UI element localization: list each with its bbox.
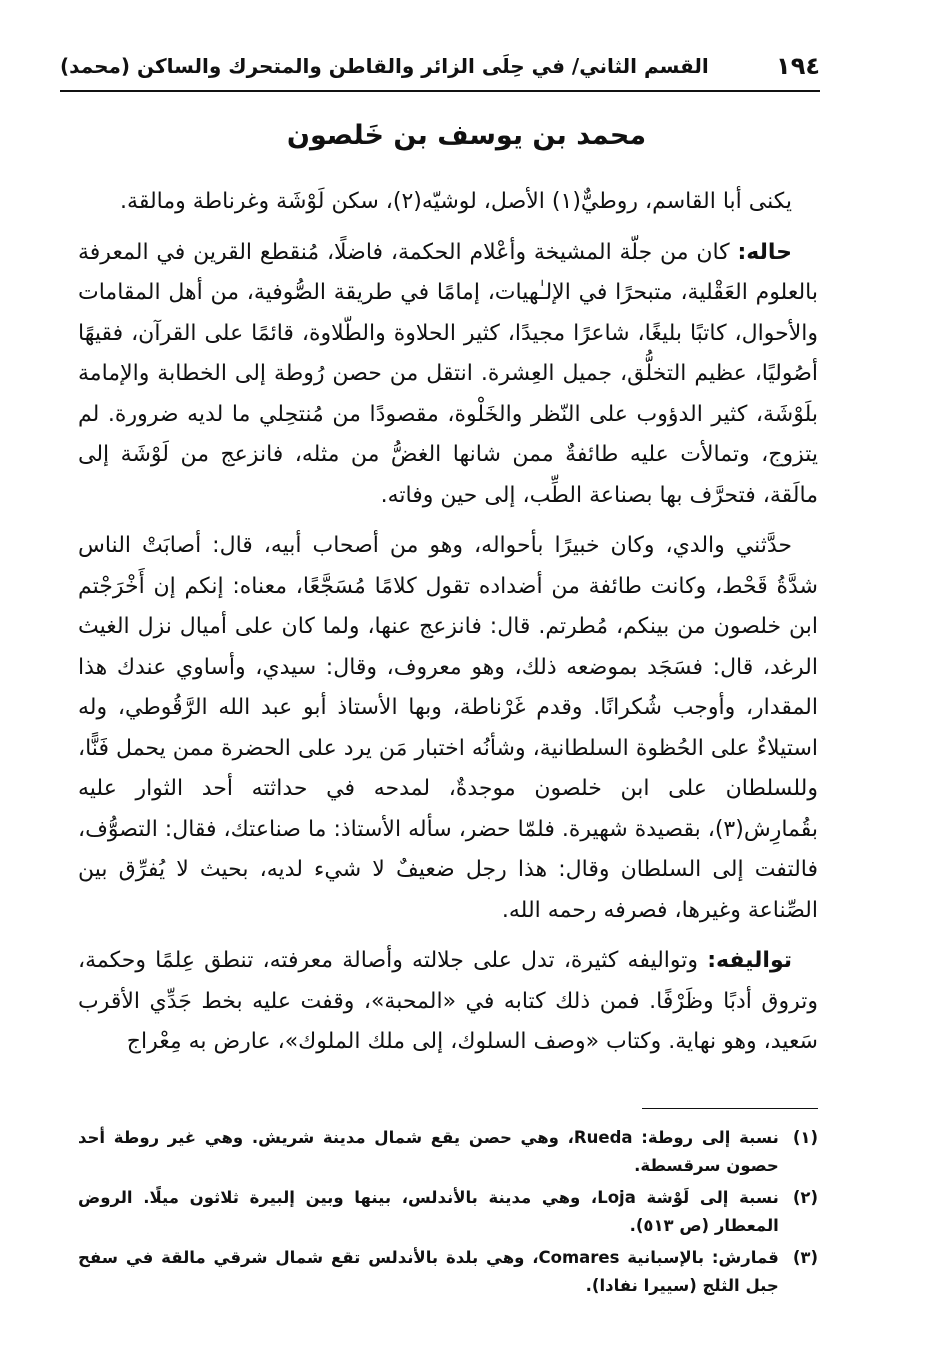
header-rule [60, 90, 820, 92]
paragraph-lead: تواليفه: [707, 948, 792, 973]
entry-title: محمد بن يوسف بن خَلصون [286, 120, 647, 151]
paragraph-text: كان من جلّة المشيخة وأعْلام الحكمة، فاضلًا، مُنقطع القرين في المعرفة بالعلوم العَقْلية، متبحرًا في الإلـٰهيات، إمامًا في طريقة الصُّوفية، من أهل المقامات والأحوال، كاتبًا بليغًا، شاعرًا مجيدًا، كثير الحلاوة والطّلاوة، قائمًا على القرآن، فقيهًا أصُوليًا، عظيم التخلُّق، جميل العِشرة. انتقل من حصن رُوطة إلى الخطابة والإمامة بلَوْشَة، كثير الدؤوب على النّظر والخَلْوة، مقصودًا من مُنتحِلي ما لديه ضرورة. لم يتزوج، وتمالأت عليه طائفةٌ ممن شانها الغضُّ من مثله، فانزعج من لَوْشَة إلى مالَقة، فتحرَّف بها بصناعة الطِّب، إلى حين وفاته. [78, 239, 818, 508]
footnote [78, 1244, 818, 1300]
footnote-number: (١) [792, 1128, 818, 1147]
paragraph [78, 182, 818, 223]
body-text [78, 182, 818, 1073]
footnote [78, 1124, 818, 1180]
footnote-rule [642, 1108, 818, 1109]
paragraph-text: حدَّثني والدي، وكان خبيرًا بأحواله، وهو من أصحاب أبيه، قال: أصابَتْ الناس شدَّةُ قَحْط، وكانت طائفة من أضداده تقول كلامًا مُسَجَّعًا، معناه: إنكم إن أَخْرَجْتم ابن خلصون من بينكم، مُطرتم. قال: فانزعج عنها، ولما كان على أميال نزل الغيث الرغد، قال: فسَجَد بموضعه ذلك، وهو معروف، وقال: سيدي، وأساوي عندك هذا المقدار، وأوجب شُكرانًا. وقدم غَرْناطة، وبها الأستاذ أبو عبد الله الرَّقُوطي، وله استيلاءٌ على الحُظوة السلطانية، وشأنُه اختبار مَن يرد على الحضرة ممن يحمل فَنًّا، وللسلطان على ابن خلصون موجدةٌ، لمدحه في حداثته أحد الثوار عليه بقُمارِش(٣)، بقصيدة شهيرة. فلمّا حضر، سأله الأستاذ: ما صناعتك، فقال: التصوُّف، فالتفت إلى السلطان وقال: هذا رجل ضعيفٌ لا شيء لديه، بحيث لا يُفرِّق بين الصِّناعة وغيرها، فصرفه رحمه الله. [78, 533, 818, 923]
page-number: ١٩٤ [776, 52, 820, 80]
running-title: القسم الثاني/ في حِلَى الزائر والقاطن والمتحرك والساكن (محمد) [60, 54, 709, 78]
paragraph-text: يكنى أبا القاسم، روطيٌّ(١) الأصل، لوشيّه(٢)، سكن لَوْشَة وغرناطة ومالقة. [120, 189, 792, 214]
paragraph [78, 526, 818, 931]
footnote-text: نسبة إلى لَوْشة Loja، وهي مدينة بالأندلس، بينها وبين إلبيرة ثلاثون ميلًا. الروض المعطار (ص ٥١٣). [78, 1188, 779, 1235]
footnote-text: نسبة إلى روطة: Rueda، وهي حصن يقع شمال مدينة شريش. وهي غير روطة أحد حصون سرقسطة. [78, 1128, 779, 1175]
footnote-number: (٢) [792, 1188, 818, 1207]
footnotes [78, 1124, 818, 1304]
paragraph [78, 941, 818, 1063]
page-header [60, 42, 820, 90]
footnote-text: قمارش: بالإسبانية Comares، وهي بلدة بالأندلس تقع شمال شرقي مالقة في سفح جبل الثلج (سييرا نفادا). [78, 1248, 779, 1295]
paragraph-text: وتواليفه كثيرة، تدل على جلالته وأصالة معرفته، تنطق عِلمًا وحكمة، وتروق أدبًا وظَرْفًا. فمن ذلك كتابه في «المحبة»، وقفت عليه بخط جَدِّي الأقرب سَعيد، وهو نهاية. وكتاب «وصف السلوك، إلى ملك الملوك»، عارض به مِعْراج [78, 948, 818, 1054]
paragraph-lead: حاله: [737, 239, 792, 265]
footnote [78, 1184, 818, 1240]
paragraph [78, 233, 818, 517]
footnote-number: (٣) [792, 1248, 818, 1267]
